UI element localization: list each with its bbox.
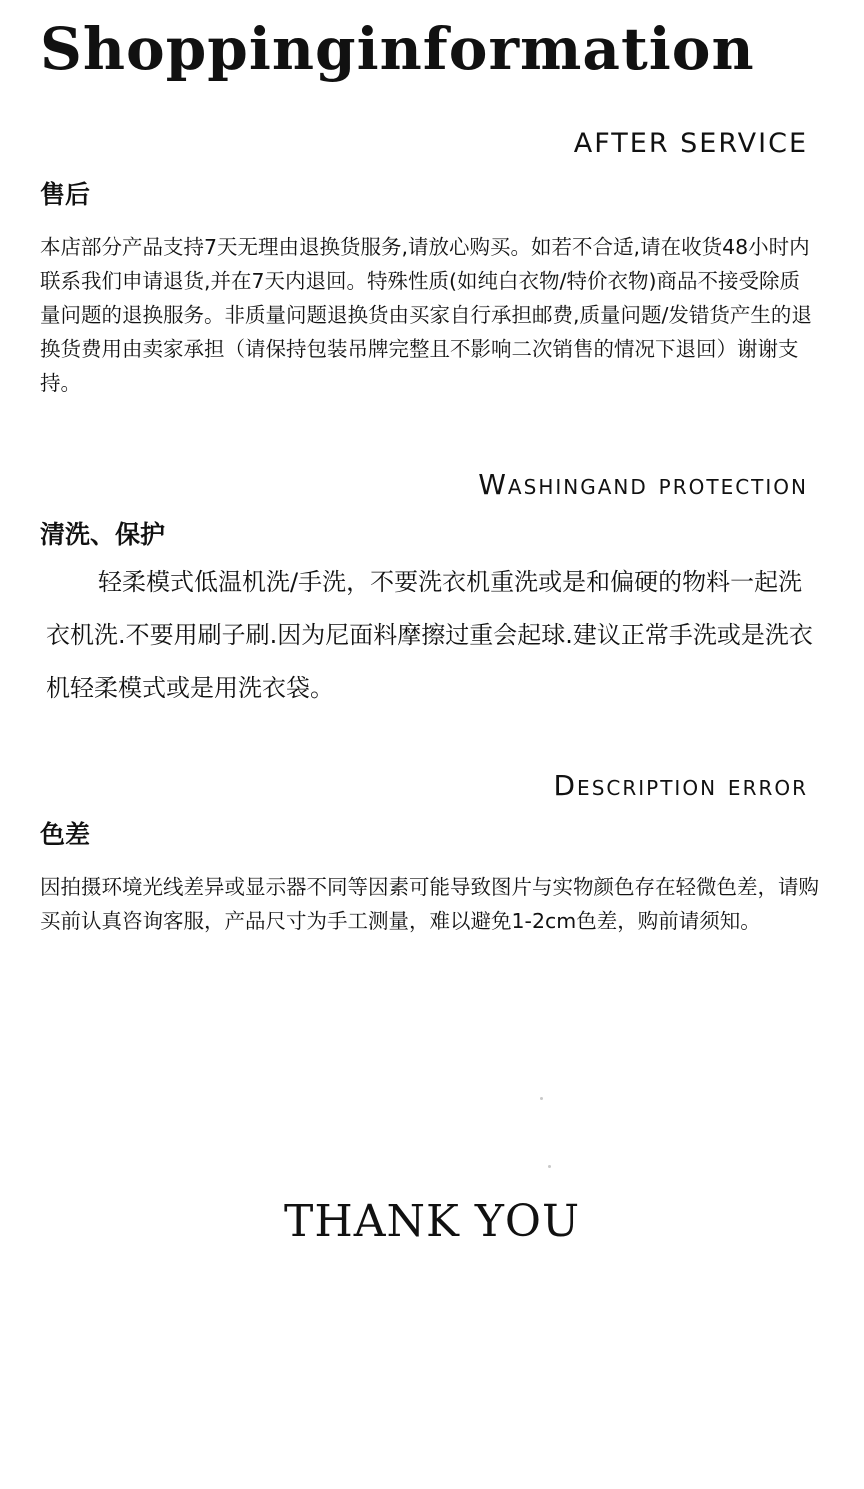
description-error-heading-en: Description error [553,769,808,802]
page-title: Shoppinginformation [40,15,755,83]
washing-heading-en: Washingand protection [478,468,808,501]
description-error-heading-cn: 色差 [40,820,91,849]
thank-you-text: THANK YOU [283,1196,581,1247]
after-service-heading-en: AFTER SERVICE [573,128,808,159]
washing-text: 轻柔模式低温机洗/手洗，不要洗衣机重洗或是和偏硬的物料一起洗衣机洗.不要用刷子刷.因为尼面料摩擦过重会起球.建议正常手洗或是洗衣机轻柔模式或是用洗衣袋。 [46,568,813,702]
after-service-text: 本店部分产品支持7天无理由退换货服务,请放心购买。如若不合适,请在收货48小时内联系我们申请退货,并在7天内退回。特殊性质(如纯白衣物/特价衣物)商品不接受除质量问题的退换服务。非质量问题退换货由买家自行承担邮费,质量问题/发错货产生的退换货费用由卖家承担（请保持包装吊牌完整且不影响二次销售的情况下退回）谢谢支持。 [40,235,812,395]
decorative-dot [540,1097,543,1100]
description-error-text: 因拍摄环境光线差异或显示器不同等因素可能导致图片与实物颜色存在轻微色差，请购买前认真咨询客服，产品尺寸为手工测量，难以避免1-2cm色差，购前请须知。 [40,875,819,933]
after-service-heading-cn: 售后 [40,180,91,209]
washing-heading-cn: 清洗、保护 [40,520,166,549]
decorative-dot [548,1165,551,1168]
